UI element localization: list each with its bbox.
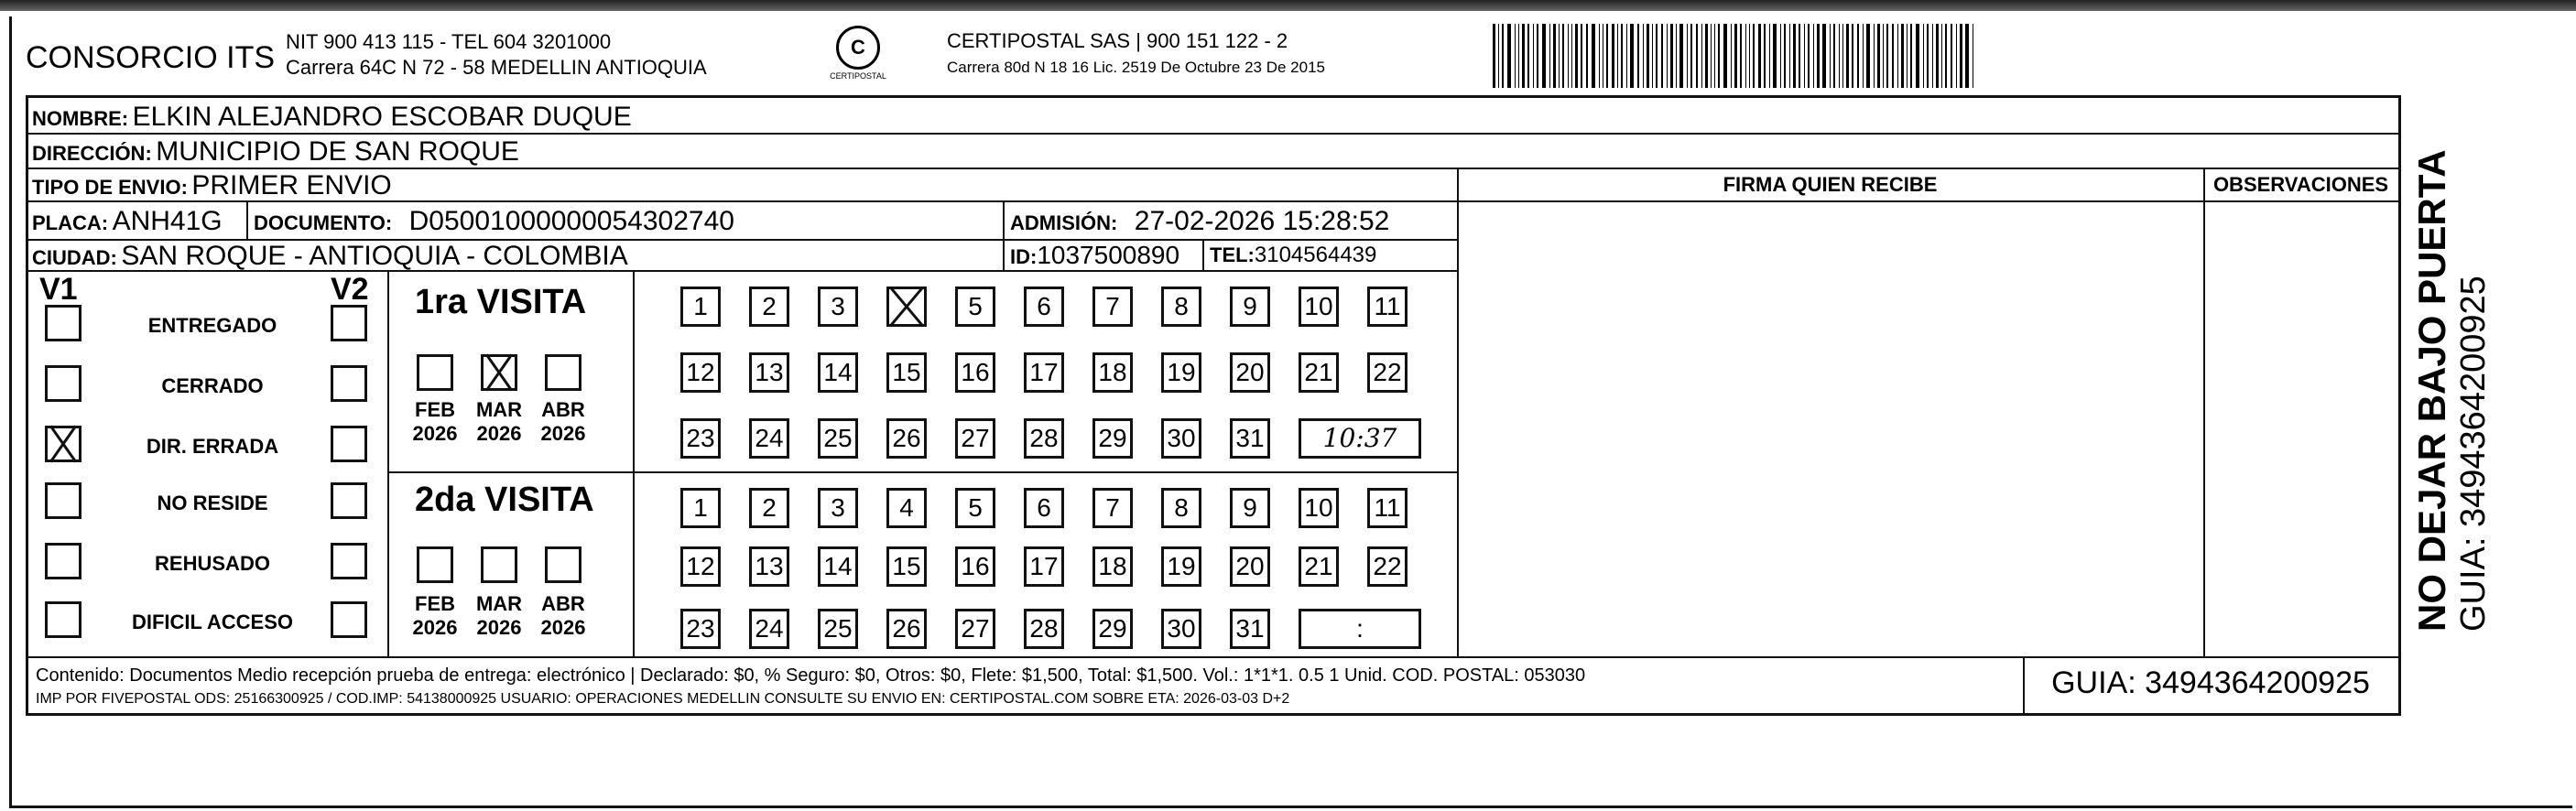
side-guia: GUIA: 3494364200925 — [2454, 276, 2493, 632]
visit2-days-day-14[interactable]: 14 — [818, 546, 858, 587]
visit1-days-day-30[interactable]: 30 — [1161, 418, 1201, 459]
visit2-days-day-27[interactable]: 27 — [955, 609, 995, 649]
barcode-bar — [1586, 24, 1588, 88]
barcode-bar — [1923, 24, 1924, 88]
tel-label: TEL: — [1210, 243, 1255, 266]
visit1-days-day-16[interactable]: 16 — [955, 352, 995, 393]
barcode-bar — [1941, 24, 1942, 88]
barcode-bar — [1559, 24, 1560, 88]
certipostal-logo — [817, 26, 899, 90]
barcode-bar — [1907, 24, 1908, 88]
v2-header: V2 — [331, 272, 369, 307]
barcode-bar — [1731, 24, 1732, 88]
visit2-days-day-23[interactable]: 23 — [680, 609, 721, 649]
visit1-days-day-15[interactable]: 15 — [886, 352, 927, 393]
visit2-months-label-0 — [408, 592, 462, 640]
barcode-bar — [1740, 24, 1742, 88]
barcode-bar — [1661, 24, 1663, 88]
barcode-bar — [1647, 24, 1649, 88]
barcode-bar — [1956, 24, 1957, 88]
month-year: 2026 — [476, 422, 522, 445]
status-label-3: NO RESIDE — [157, 492, 268, 514]
visit1-days-day-7[interactable]: 7 — [1092, 287, 1133, 327]
visit2-days-day-11[interactable]: 11 — [1367, 488, 1408, 528]
visit1-days-day-20[interactable]: 20 — [1230, 352, 1270, 393]
barcode-bar — [1690, 24, 1692, 88]
barcode-bar — [1822, 24, 1826, 88]
status-label-4: REHUSADO — [155, 552, 270, 575]
visit1-days-day-12[interactable]: 12 — [680, 352, 721, 393]
visit1-days-day-5[interactable]: 5 — [955, 287, 995, 327]
barcode-bar — [1764, 24, 1766, 88]
barcode-bar — [1799, 24, 1800, 88]
nombre-row — [32, 102, 632, 133]
month-name: FEB — [415, 398, 455, 421]
status-label-5: DIFICIL ACCESO — [131, 611, 293, 633]
barcode-bar — [1527, 24, 1529, 88]
barcode-bar — [1758, 24, 1761, 88]
visit1-days-day-22[interactable]: 22 — [1367, 352, 1408, 393]
visit2-days-day-1[interactable]: 1 — [680, 488, 721, 528]
visit2-months-checkbox-1[interactable] — [481, 546, 517, 583]
observaciones-area[interactable] — [2205, 203, 2396, 654]
visit1-days-time-box[interactable]: 10:37 — [1299, 418, 1421, 459]
tipo-label: TIPO DE ENVIO: — [32, 176, 188, 199]
barcode-bar — [1745, 24, 1746, 88]
visit2-days-day-28[interactable]: 28 — [1024, 609, 1064, 649]
barcode-bar — [1581, 24, 1582, 88]
footer-imp: IMP POR FIVEPOSTAL ODS: 25166300925 / COD.IMP: 54138000925 USUARIO: OPERACIONES MEDELLIN CONSULTE SU ENVIO EN: CERTIPOSTAL.COM SOBRE ETA: 2026-03-03 D+2 — [36, 691, 1290, 707]
barcode-bar — [1780, 24, 1781, 88]
id-value: 1037500890 — [1037, 241, 1180, 269]
barcode-bar — [1901, 24, 1904, 88]
barcode-bar — [1784, 24, 1786, 88]
visit2-days-day-12[interactable]: 12 — [680, 546, 721, 587]
ciudad-row — [32, 241, 628, 272]
barcode-bar — [1621, 24, 1623, 88]
visit2-days-day-20[interactable]: 20 — [1230, 546, 1270, 587]
certipostal-address: Carrera 80d N 18 16 Lic. 2519 De Octubre 23 De 2015 — [947, 59, 1325, 76]
barcode-bar — [1630, 24, 1634, 88]
nit-line: NIT 900 413 115 - TEL 604 3201000 — [286, 30, 612, 53]
delivery-form — [26, 95, 2401, 716]
barcode-bar — [1866, 24, 1870, 88]
visit1-days-day-13[interactable]: 13 — [749, 352, 789, 393]
nombre-value: ELKIN ALEJANDRO ESCOBAR DUQUE — [132, 102, 632, 132]
month-name: ABR — [541, 592, 585, 615]
top-scan-band — [0, 0, 2576, 11]
side-text — [2410, 149, 2494, 632]
visit1-months-checkbox-1[interactable] — [481, 354, 517, 391]
barcode-bar — [1667, 24, 1668, 88]
barcode-bar — [1916, 24, 1919, 88]
barcode-bar — [1493, 24, 1495, 88]
visit1-days-day-23[interactable]: 23 — [680, 418, 721, 459]
barcode-bar — [1533, 24, 1534, 88]
visit2-months-label-2 — [536, 592, 591, 640]
barcode-bar — [1522, 24, 1525, 88]
barcode — [1493, 24, 2225, 88]
month-year: 2026 — [412, 422, 458, 445]
company-address: Carrera 64C N 72 - 58 MEDELLIN ANTIOQUIA — [286, 56, 707, 79]
visit2-days-day-7[interactable]: 7 — [1092, 488, 1133, 528]
month-name: MAR — [475, 398, 523, 421]
barcode-bar — [1927, 24, 1929, 88]
documento-value: D05001000000054302740 — [408, 206, 734, 236]
v2-checkbox-1[interactable] — [331, 365, 367, 402]
barcode-bar — [1945, 24, 1947, 88]
barcode-bar — [1846, 24, 1849, 88]
company-info — [286, 29, 707, 81]
visit2-months-label-1 — [472, 592, 527, 640]
visit2-days-day-29[interactable]: 29 — [1092, 609, 1133, 649]
side-no-dejar: NO DEJAR BAJO PUERTA — [2410, 149, 2453, 632]
barcode-bar — [1652, 24, 1653, 88]
visit1-days-day-8[interactable]: 8 — [1161, 287, 1201, 327]
month-name: ABR — [541, 398, 585, 421]
barcode-bar — [1606, 24, 1608, 88]
barcode-bar — [1687, 24, 1688, 88]
v1-checkbox-2[interactable] — [45, 426, 82, 462]
barcode-bar — [1637, 24, 1639, 88]
month-name: FEB — [415, 592, 455, 615]
v1-header: V1 — [39, 272, 78, 307]
barcode-bar — [1874, 24, 1875, 88]
barcode-bar — [1833, 24, 1835, 88]
visit1-days-day-28[interactable]: 28 — [1024, 418, 1064, 459]
tipo-row — [32, 170, 392, 201]
tipo-value: PRIMER ENVIO — [191, 170, 392, 200]
placa-row — [32, 206, 223, 237]
barcode-bar — [1753, 24, 1755, 88]
visit1-days-day-27[interactable]: 27 — [955, 418, 995, 459]
placa-value: ANH41G — [112, 206, 223, 236]
barcode-bar — [1857, 24, 1859, 88]
barcode-bar — [1670, 24, 1673, 88]
barcode-bar — [1562, 24, 1564, 88]
v2-checkbox-2[interactable] — [331, 426, 367, 462]
barcode-bar — [1723, 24, 1727, 88]
ciudad-value: SAN ROQUE - ANTIOQUIA - COLOMBIA — [121, 241, 628, 271]
visit2-days-day-26[interactable]: 26 — [886, 609, 927, 649]
barcode-bar — [1734, 24, 1737, 88]
visit2-days-day-21[interactable]: 21 — [1299, 546, 1339, 587]
logo-icon: C — [836, 26, 880, 70]
observaciones-header: OBSERVACIONES — [2212, 173, 2389, 196]
visit2-days-day-15[interactable]: 15 — [886, 546, 927, 587]
v2-checkbox-3[interactable] — [331, 482, 367, 519]
barcode-bar — [1897, 24, 1898, 88]
visit2-days-day-24[interactable]: 24 — [749, 609, 789, 649]
month-year: 2026 — [540, 422, 586, 445]
visit1-days-day-14[interactable]: 14 — [818, 352, 858, 393]
visit1-months-label-2 — [536, 398, 591, 446]
tel-value: 3104564439 — [1254, 243, 1377, 267]
v2-checkbox-5[interactable] — [331, 601, 367, 638]
barcode-bar — [1518, 24, 1519, 88]
visit1-days-day-17[interactable]: 17 — [1024, 352, 1064, 393]
barcode-bar — [1542, 24, 1546, 88]
visit2-days-day-16[interactable]: 16 — [955, 546, 995, 587]
visit1-days-day-31[interactable]: 31 — [1230, 418, 1270, 459]
visit1-days-day-25[interactable]: 25 — [818, 418, 858, 459]
visit1-days-day-26[interactable]: 26 — [886, 418, 927, 459]
barcode-bar — [1877, 24, 1880, 88]
barcode-bar — [1571, 24, 1572, 88]
barcode-bar — [1575, 24, 1578, 88]
month-year: 2026 — [476, 616, 522, 639]
visit1-days-day-11[interactable]: 11 — [1367, 287, 1408, 327]
barcode-bar — [1701, 24, 1702, 88]
visit2-days-day-2[interactable]: 2 — [749, 488, 789, 528]
barcode-bar — [1705, 24, 1708, 88]
visit1-days-day-3[interactable]: 3 — [818, 287, 858, 327]
barcode-bar — [1696, 24, 1698, 88]
visit1-days-day-2[interactable]: 2 — [749, 287, 789, 327]
admision-value: 27-02-2026 15:28:52 — [1134, 206, 1390, 236]
placa-label: PLACA: — [32, 211, 109, 234]
barcode-bar — [1549, 24, 1550, 88]
certipostal-info — [947, 29, 1325, 77]
barcode-bar — [1553, 24, 1556, 88]
visit1-days-day-1[interactable]: 1 — [680, 287, 721, 327]
barcode-bar — [1749, 24, 1750, 88]
status-label-2: DIR. ERRADA — [146, 435, 279, 458]
v1-checkbox-1[interactable] — [45, 365, 82, 402]
month-name: MAR — [475, 592, 523, 615]
v1-checkbox-5[interactable] — [45, 601, 82, 638]
barcode-bar — [1711, 24, 1712, 88]
barcode-bar — [1568, 24, 1569, 88]
visit1-months-checkbox-2[interactable] — [545, 354, 582, 391]
barcode-bar — [1676, 24, 1677, 88]
nombre-label: NOMBRE: — [32, 107, 129, 130]
barcode-bar — [1773, 24, 1777, 88]
month-year: 2026 — [412, 616, 458, 639]
barcode-bar — [1714, 24, 1715, 88]
barcode-bar — [1892, 24, 1894, 88]
direccion-row — [32, 136, 519, 168]
visit1-days-day-29[interactable]: 29 — [1092, 418, 1133, 459]
visit2-days-day-6[interactable]: 6 — [1024, 488, 1064, 528]
barcode-bar — [1515, 24, 1516, 88]
barcode-bar — [1842, 24, 1843, 88]
v1-checkbox-3[interactable] — [45, 482, 82, 519]
barcode-bar — [1643, 24, 1644, 88]
visit2-title: 2da VISITA — [415, 481, 594, 519]
visit1-days-day-19[interactable]: 19 — [1161, 352, 1201, 393]
barcode-bar — [1679, 24, 1683, 88]
firma-area[interactable] — [1459, 203, 2201, 654]
barcode-bar — [1793, 24, 1796, 88]
visit1-days-day-21[interactable]: 21 — [1299, 352, 1339, 393]
visit2-days-day-18[interactable]: 18 — [1092, 546, 1133, 587]
direccion-label: DIRECCIÓN: — [32, 142, 152, 165]
visit2-days-day-3[interactable]: 3 — [818, 488, 858, 528]
barcode-bar — [1965, 24, 1969, 88]
visit2-days-day-4[interactable]: 4 — [886, 488, 927, 528]
visit2-days-day-9[interactable]: 9 — [1230, 488, 1270, 528]
visit2-days-day-30[interactable]: 30 — [1161, 609, 1201, 649]
visit1-months-label-1 — [472, 398, 527, 446]
visit1-months-label-0 — [408, 398, 462, 446]
barcode-bar — [1839, 24, 1840, 88]
visit2-months-checkbox-0[interactable] — [417, 546, 453, 583]
visit2-days-day-5[interactable]: 5 — [955, 488, 995, 528]
visit1-days-day-18[interactable]: 18 — [1092, 352, 1133, 393]
admision-row — [1010, 206, 1389, 237]
v1-checkbox-0[interactable] — [45, 305, 82, 341]
admision-label: ADMISIÓN: — [1010, 211, 1118, 234]
barcode-bar — [1617, 24, 1618, 88]
documento-row — [254, 206, 734, 237]
barcode-bar — [1507, 24, 1511, 88]
barcode-bar — [1852, 24, 1853, 88]
barcode-bar — [1960, 24, 1962, 88]
documento-label: DOCUMENTO: — [254, 211, 393, 234]
barcode-bar — [1886, 24, 1888, 88]
visit2-days-day-19[interactable]: 19 — [1161, 546, 1201, 587]
visit2-days-day-17[interactable]: 17 — [1024, 546, 1064, 587]
visit1-days-day-10[interactable]: 10 — [1299, 287, 1339, 327]
barcode-bar — [1612, 24, 1614, 88]
barcode-bar — [1592, 24, 1595, 88]
barcode-bar — [1910, 24, 1912, 88]
barcode-bar — [1951, 24, 1952, 88]
footer-guia: GUIA: 3494364200925 — [2051, 665, 2370, 700]
barcode-bar — [1830, 24, 1831, 88]
barcode-bar — [1817, 24, 1820, 88]
barcode-bar — [1656, 24, 1658, 88]
barcode-bar — [1936, 24, 1939, 88]
firma-header: FIRMA QUIEN RECIBE — [1723, 173, 1938, 196]
barcode-bar — [1718, 24, 1720, 88]
footer-contenido: Contenido: Documentos Medio recepción prueba de entrega: electrónico | Declarado: $0, % Seguro: $0, Otros: $0, Flete: $1,500, Total: $1,500. Vol.: 1*1*1. 0.5 1 Unid. COD. POSTAL: 053030 — [36, 665, 1586, 686]
barcode-bar — [1932, 24, 1933, 88]
barcode-bar — [1813, 24, 1814, 88]
logo-text: CERTIPOSTAL — [830, 71, 886, 81]
barcode-bar — [1863, 24, 1864, 88]
visit2-days-day-25[interactable]: 25 — [818, 609, 858, 649]
certipostal-line: CERTIPOSTAL SAS | 900 151 122 - 2 — [947, 29, 1288, 52]
visit1-months-checkbox-0[interactable] — [417, 354, 453, 391]
visit1-days-day-6[interactable]: 6 — [1024, 287, 1064, 327]
id-label: ID: — [1010, 245, 1038, 268]
barcode-bar — [1626, 24, 1627, 88]
barcode-bar — [1804, 24, 1805, 88]
barcode-bar — [1808, 24, 1810, 88]
visit1-days-day-9[interactable]: 9 — [1230, 287, 1270, 327]
barcode-bar — [1502, 24, 1504, 88]
barcode-bar — [1498, 24, 1499, 88]
barcode-bar — [1769, 24, 1770, 88]
visit2-days-day-31[interactable]: 31 — [1230, 609, 1270, 649]
v2-checkbox-4[interactable] — [331, 543, 367, 579]
v2-checkbox-0[interactable] — [331, 305, 367, 341]
visit2-months-checkbox-2[interactable] — [545, 546, 582, 583]
barcode-bar — [1537, 24, 1538, 88]
visit2-days-day-8[interactable]: 8 — [1161, 488, 1201, 528]
visit2-days-day-13[interactable]: 13 — [749, 546, 789, 587]
visit1-days-day-24[interactable]: 24 — [749, 418, 789, 459]
tel-row — [1210, 243, 1376, 268]
visit2-days-time-box[interactable]: : — [1299, 609, 1421, 649]
visit1-title: 1ra VISITA — [415, 283, 587, 321]
direccion-value: MUNICIPIO DE SAN ROQUE — [156, 136, 519, 167]
status-label-1: CERRADO — [161, 374, 264, 397]
status-label-0: ENTREGADO — [147, 314, 277, 337]
month-year: 2026 — [540, 616, 586, 639]
barcode-bar — [1789, 24, 1790, 88]
v1-checkbox-4[interactable] — [45, 543, 82, 579]
visit1-days-day-4[interactable] — [886, 287, 927, 327]
ciudad-label: CIUDAD: — [32, 246, 117, 269]
company-name: CONSORCIO ITS — [26, 40, 276, 75]
visit2-days-day-22[interactable]: 22 — [1367, 546, 1408, 587]
visit2-days-day-10[interactable]: 10 — [1299, 488, 1339, 528]
barcode-bar — [1883, 24, 1884, 88]
id-row — [1010, 241, 1179, 270]
barcode-bar — [1599, 24, 1600, 88]
